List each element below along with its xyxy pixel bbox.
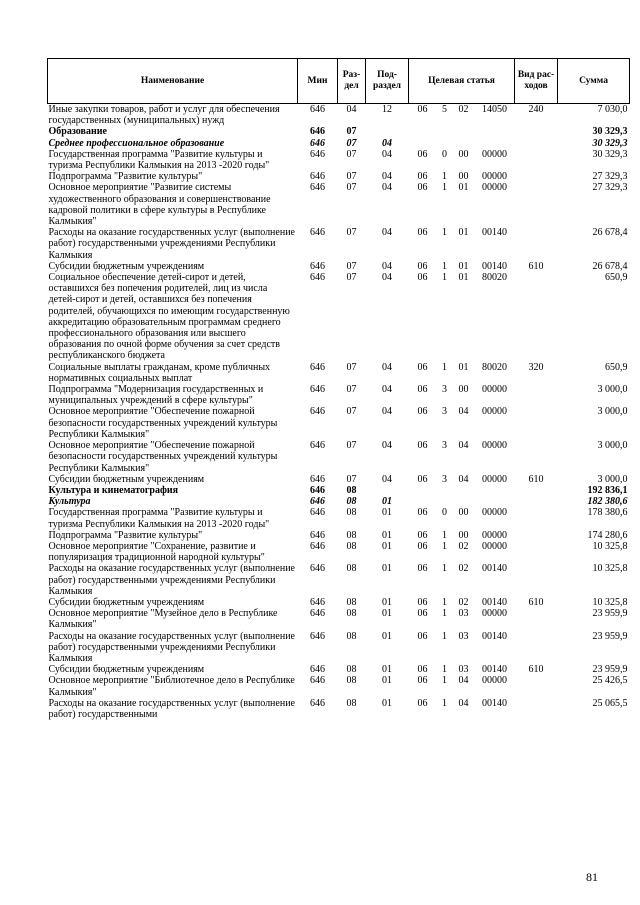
cell-sum: 10 325,8: [592, 596, 628, 608]
cell-p4: 00000: [482, 540, 507, 552]
cell-min: 646: [310, 473, 325, 485]
table-row: [48, 485, 630, 496]
cell-p3: 01: [458, 182, 469, 194]
cell-p4: [475, 138, 515, 149]
cell-vid: [515, 675, 558, 697]
table-row: [48, 563, 630, 597]
table-row: [48, 474, 630, 485]
table-row: [48, 698, 630, 720]
cell-name: Культура и кинематография: [48, 484, 179, 496]
cell-p4: 00140: [482, 260, 507, 272]
cell-sum: 178 380,6: [587, 507, 628, 519]
cell-min: 646: [310, 697, 325, 709]
cell-vid: [515, 149, 558, 171]
cell-name: Среднее профессиональное образование: [48, 137, 225, 149]
cell-pr: 04: [382, 148, 392, 160]
table-row: [48, 272, 630, 362]
cell-sum: 174 280,6: [587, 529, 628, 541]
cell-p3: 00: [458, 529, 469, 541]
cell-vid: [515, 496, 558, 507]
cell-p1: [409, 138, 437, 149]
cell-p1: 06: [417, 664, 428, 676]
cell-name: Подпрограмма "Модернизация государственных и муниципальных учреждений в сфере культуры": [48, 384, 264, 407]
cell-p1: 06: [417, 596, 428, 608]
cell-rz: 07: [346, 260, 357, 272]
cell-p3: 00: [458, 148, 469, 160]
budget-table: [47, 58, 630, 720]
cell-p3: 02: [458, 540, 469, 552]
cell-p3: 01: [458, 361, 469, 373]
table-row: [48, 171, 630, 182]
cell-p2: 1: [442, 227, 447, 239]
cell-name: Расходы на оказание государственных услуг (выполнение работ) государственными учреждениями Республики Калмыкия: [48, 630, 295, 664]
cell-p3: 04: [458, 697, 469, 709]
cell-sum: 182 380,6: [587, 496, 628, 508]
table-row: [48, 227, 630, 261]
cell-sum: 650,9: [605, 361, 628, 373]
cell-name: Расходы на оказание государственных услуг (выполнение работ) государственными: [48, 697, 295, 720]
cell-sum: 23 959,9: [592, 608, 628, 620]
cell-pr: 04: [382, 473, 392, 485]
cell-min: 646: [310, 529, 325, 541]
cell-p2: [437, 126, 453, 137]
cell-p1: 06: [417, 630, 428, 642]
cell-min: 646: [310, 227, 325, 239]
table-row: [48, 182, 630, 227]
cell-pr: 04: [382, 272, 392, 284]
cell-p1: 06: [417, 440, 428, 452]
cell-p3: 04: [458, 675, 469, 687]
cell-sum: 23 959,9: [592, 664, 628, 676]
cell-rz: 07: [346, 137, 357, 149]
table-row: [48, 261, 630, 272]
cell-pr: 04: [382, 361, 392, 373]
cell-p2: 1: [442, 182, 447, 194]
cell-p3: 03: [458, 630, 469, 642]
cell-p2: 1: [442, 596, 447, 608]
cell-pr: 04: [382, 137, 392, 149]
cell-p1: 06: [417, 384, 428, 396]
cell-rz: 08: [346, 529, 357, 541]
cell-rz: 07: [346, 406, 357, 418]
cell-p3: 02: [458, 596, 469, 608]
cell-p3: 01: [458, 272, 469, 284]
header-vid: Вид рас-ходов: [515, 59, 558, 104]
cell-rz: 08: [346, 540, 357, 552]
cell-name: Государственная программа "Развитие культуры и туризма Республики Калмыкия на 2013 -2020 годы": [48, 148, 270, 172]
cell-p1: 06: [417, 148, 428, 160]
cell-p3: 00: [458, 384, 469, 396]
cell-name: Основное мероприятие "Развитие системы художественного образования и совершенствование кадровой политики в сфере культуры в Республике Калмыкия": [48, 182, 271, 228]
budget-page: [47, 58, 629, 720]
table-body: [48, 104, 630, 721]
cell-rz: 07: [346, 440, 357, 452]
cell-sum: 10 325,8: [592, 563, 628, 575]
cell-vid: [515, 541, 558, 563]
cell-vid: [515, 138, 558, 149]
cell-p1: 06: [417, 563, 428, 575]
cell-vid: 240: [528, 104, 544, 115]
cell-sum: 26 678,4: [592, 260, 628, 272]
cell-name: Иные закупки товаров, работ и услуг для обеспечения государственных (муниципальных) нужд: [48, 104, 280, 127]
cell-sum: 3 000,0: [597, 473, 628, 485]
cell-p1: 06: [417, 104, 428, 115]
cell-rz: 07: [346, 473, 357, 485]
header-min: Мин: [298, 59, 338, 104]
cell-p3: 04: [458, 440, 469, 452]
cell-p2: 1: [442, 260, 447, 272]
cell-pr: 01: [382, 529, 392, 541]
cell-vid: [515, 530, 558, 541]
cell-p2: 1: [442, 630, 447, 642]
cell-pr: 01: [382, 596, 392, 608]
cell-rz: 08: [346, 507, 357, 519]
cell-vid: [515, 440, 558, 474]
table-row: [48, 149, 630, 171]
table-row: [48, 530, 630, 541]
cell-rz: 08: [346, 608, 357, 620]
cell-p2: 0: [442, 148, 447, 160]
cell-p3: [453, 485, 475, 496]
cell-p4: 00000: [482, 608, 507, 620]
cell-p4: 00000: [482, 406, 507, 418]
cell-sum: 3 000,0: [597, 440, 628, 452]
table-row: [48, 126, 630, 137]
header-podrazdel: Под-раздел: [366, 59, 409, 104]
cell-sum: 192 836,1: [587, 484, 628, 496]
cell-min: 646: [310, 664, 325, 676]
cell-min: 646: [310, 137, 325, 149]
cell-p3: 04: [458, 473, 469, 485]
cell-pr: 01: [382, 496, 392, 508]
cell-min: 646: [310, 104, 325, 115]
cell-vid: [515, 384, 558, 406]
cell-pr: 04: [382, 171, 392, 183]
cell-p4: 80020: [482, 361, 507, 373]
cell-p2: 1: [442, 608, 447, 620]
cell-rz: 07: [346, 148, 357, 160]
header-target: Целевая статья: [409, 59, 515, 104]
cell-p2: [437, 496, 453, 507]
cell-p1: 06: [417, 227, 428, 239]
cell-vid: [515, 227, 558, 261]
cell-min: 646: [310, 126, 325, 138]
cell-min: 646: [310, 361, 325, 373]
table-row: [48, 597, 630, 608]
cell-vid: [515, 126, 558, 137]
table-row: [48, 496, 630, 507]
cell-min: 646: [310, 608, 325, 620]
cell-vid: [515, 485, 558, 496]
cell-p4: 00140: [482, 697, 507, 709]
cell-p4: 00000: [482, 182, 507, 194]
table-row: [48, 675, 630, 697]
cell-p4: 14050: [482, 104, 507, 115]
cell-name: Субсидии бюджетным учреждениям: [48, 473, 205, 485]
cell-pr: 01: [382, 608, 392, 620]
cell-name: Подпрограмма "Развитие культуры": [48, 529, 203, 541]
cell-rz: 08: [346, 675, 357, 687]
cell-p3: [453, 126, 475, 137]
cell-p4: [475, 126, 515, 137]
table-row: [48, 631, 630, 665]
cell-vid: [515, 406, 558, 440]
cell-rz: 08: [346, 484, 357, 496]
cell-p2: [437, 485, 453, 496]
table-row: [48, 138, 630, 149]
cell-p3: 01: [458, 227, 469, 239]
cell-vid: [515, 507, 558, 529]
cell-p4: [475, 496, 515, 507]
cell-p2: 1: [442, 664, 447, 676]
cell-p1: 06: [417, 540, 428, 552]
table-header: [48, 59, 630, 104]
cell-min: 646: [310, 507, 325, 519]
cell-name: Культура: [48, 496, 91, 508]
header-razdel: Раз-дел: [338, 59, 366, 104]
table-row: [48, 608, 630, 630]
cell-pr: 04: [382, 260, 392, 272]
cell-pr: [366, 485, 409, 496]
cell-pr: 04: [382, 182, 392, 194]
table-row: [48, 664, 630, 675]
cell-p4: 00000: [482, 473, 507, 485]
cell-p2: 1: [442, 361, 447, 373]
cell-p2: 1: [442, 563, 447, 575]
cell-p1: 06: [417, 473, 428, 485]
cell-sum: 3 000,0: [597, 406, 628, 418]
cell-p1: [409, 126, 437, 137]
cell-pr: 01: [382, 675, 392, 687]
cell-min: 646: [310, 272, 325, 284]
cell-name: Основное мероприятие "Сохранение, развитие и популяризация традиционной народной культуры": [48, 540, 265, 564]
cell-pr: 01: [382, 697, 392, 709]
cell-p3: 03: [458, 608, 469, 620]
cell-sum: 25 065,5: [592, 697, 628, 709]
cell-p4: 80020: [482, 272, 507, 284]
cell-vid: [515, 272, 558, 362]
cell-pr: 12: [382, 104, 392, 115]
cell-min: 646: [310, 563, 325, 575]
cell-vid: [515, 171, 558, 182]
cell-min: 646: [310, 540, 325, 552]
cell-p4: 00140: [482, 563, 507, 575]
cell-p4: 00140: [482, 664, 507, 676]
cell-name: Основное мероприятие "Обеспечение пожарной безопасности государственных учреждений культуры Республики Калмыкия": [48, 406, 278, 440]
cell-p1: 06: [417, 675, 428, 687]
cell-rz: 08: [346, 496, 357, 508]
cell-rz: 08: [346, 630, 357, 642]
cell-p4: 00140: [482, 630, 507, 642]
table-row: [48, 104, 630, 127]
cell-rz: 07: [346, 227, 357, 239]
cell-name: Государственная программа "Развитие культуры и туризма Республики Калмыкия на 2013 -2020 годы": [48, 507, 270, 530]
cell-pr: 01: [382, 630, 392, 642]
cell-p1: 06: [417, 272, 428, 284]
cell-p4: 00140: [482, 227, 507, 239]
cell-rz: 07: [346, 361, 357, 373]
cell-p4: 00000: [482, 675, 507, 687]
table-row: [48, 541, 630, 563]
cell-min: 646: [310, 148, 325, 160]
cell-p2: 1: [442, 272, 447, 284]
cell-p3: 02: [458, 563, 469, 575]
table-row: [48, 384, 630, 406]
cell-name: Основное мероприятие "Библиотечное дело в Республике Калмыкия": [48, 675, 295, 698]
cell-name: Социальное обеспечение детей-сирот и детей, оставшихся без попечения родителей, лиц из числа детей-сирот и детей, оставшихся без попечения родителей, обучающихся по имеющим государственную аккредитацию образовательным программам среднего профессионального образования или высшего образования по очной форме обучения за счет средств республиканского бюджета: [48, 272, 290, 362]
header-name: Наименование: [48, 59, 298, 104]
cell-rz: 07: [346, 126, 357, 138]
cell-name: Подпрограмма "Развитие культуры": [48, 171, 203, 183]
cell-rz: 07: [346, 272, 357, 284]
cell-p1: 06: [417, 507, 428, 519]
cell-p3: 00: [458, 171, 469, 183]
cell-rz: 07: [346, 171, 357, 183]
cell-p1: [409, 496, 437, 507]
cell-vid: [515, 608, 558, 630]
cell-p2: 3: [442, 473, 447, 485]
cell-p3: [453, 138, 475, 149]
table-row: [48, 507, 630, 529]
cell-sum: 10 325,8: [592, 540, 628, 552]
cell-rz: 08: [346, 563, 357, 575]
cell-rz: 08: [346, 664, 357, 676]
cell-rz: 08: [346, 697, 357, 709]
cell-p3: 02: [458, 104, 469, 115]
cell-min: 646: [310, 484, 325, 496]
cell-pr: 01: [382, 507, 392, 519]
cell-p2: 3: [442, 440, 447, 452]
cell-vid: [515, 698, 558, 720]
cell-vid: [515, 563, 558, 597]
cell-name: Расходы на оказание государственных услуг (выполнение работ) государственными учреждениями Республики Калмыкия: [48, 227, 295, 261]
cell-p2: 1: [442, 697, 447, 709]
cell-p3: 01: [458, 260, 469, 272]
cell-p2: 5: [442, 104, 447, 115]
cell-name: Основное мероприятие "Музейное дело в Республике Калмыкия": [48, 608, 278, 631]
cell-p3: 04: [458, 406, 469, 418]
cell-rz: 08: [346, 596, 357, 608]
cell-sum: 30 329,3: [592, 148, 628, 160]
cell-p2: 1: [442, 171, 447, 183]
cell-pr: 01: [382, 563, 392, 575]
cell-min: 646: [310, 182, 325, 194]
cell-p1: 06: [417, 260, 428, 272]
cell-sum: 650,9: [605, 272, 628, 284]
cell-min: 646: [310, 260, 325, 272]
cell-sum: 23 959,9: [592, 630, 628, 642]
cell-sum: 25 426,5: [592, 675, 628, 687]
cell-p4: [475, 485, 515, 496]
cell-vid: 610: [528, 473, 544, 485]
cell-p4: 00000: [482, 384, 507, 396]
cell-p4: 00000: [482, 171, 507, 183]
cell-sum: 30 329,3: [592, 137, 628, 149]
cell-pr: [366, 126, 409, 137]
cell-p1: 06: [417, 182, 428, 194]
cell-p3: 03: [458, 664, 469, 676]
table-row: [48, 362, 630, 384]
cell-p1: 06: [417, 171, 428, 183]
cell-vid: 610: [528, 664, 544, 676]
cell-p2: 1: [442, 529, 447, 541]
cell-p1: 06: [417, 529, 428, 541]
cell-p4: 00140: [482, 596, 507, 608]
cell-sum: 3 000,0: [597, 384, 628, 396]
cell-vid: 320: [528, 361, 544, 373]
cell-p2: [437, 138, 453, 149]
cell-p2: 0: [442, 507, 447, 519]
cell-vid: [515, 631, 558, 665]
cell-sum: 7 030,0: [597, 104, 628, 115]
cell-pr: 01: [382, 540, 392, 552]
cell-p2: 3: [442, 384, 447, 396]
cell-name: Образование: [48, 126, 107, 138]
cell-min: 646: [310, 496, 325, 508]
cell-p4: 00000: [482, 148, 507, 160]
cell-vid: [515, 182, 558, 227]
cell-name: Социальные выплаты гражданам, кроме публичных нормативных социальных выплат: [48, 361, 271, 384]
cell-p3: 00: [458, 507, 469, 519]
cell-min: 646: [310, 171, 325, 183]
cell-p2: 3: [442, 406, 447, 418]
cell-sum: 30 329,3: [592, 126, 628, 138]
cell-min: 646: [310, 440, 325, 452]
cell-pr: 04: [382, 406, 392, 418]
cell-p2: 1: [442, 675, 447, 687]
cell-name: Основное мероприятие "Обеспечение пожарной безопасности государственных учреждений культуры Республики Калмыкия": [48, 440, 278, 474]
cell-p4: 00000: [482, 529, 507, 541]
cell-sum: 26 678,4: [592, 227, 628, 239]
cell-min: 646: [310, 675, 325, 687]
table-row: [48, 406, 630, 440]
cell-min: 646: [310, 596, 325, 608]
cell-p1: 06: [417, 608, 428, 620]
cell-min: 646: [310, 384, 325, 396]
cell-p2: 1: [442, 540, 447, 552]
cell-p3: [453, 496, 475, 507]
cell-pr: 04: [382, 384, 392, 396]
cell-vid: 610: [528, 260, 544, 272]
cell-name: Расходы на оказание государственных услуг (выполнение работ) государственными учреждениями Республики Калмыкия: [48, 563, 295, 597]
cell-p4: 00000: [482, 507, 507, 519]
cell-min: 646: [310, 630, 325, 642]
page-number: 81: [586, 870, 598, 884]
cell-vid: 610: [528, 596, 544, 608]
cell-name: Субсидии бюджетным учреждениям: [48, 260, 205, 272]
cell-sum: 27 329,3: [592, 171, 628, 183]
cell-p1: 06: [417, 361, 428, 373]
header-sum: Сумма: [558, 59, 630, 104]
cell-p1: [409, 485, 437, 496]
cell-min: 646: [310, 406, 325, 418]
cell-p1: 06: [417, 406, 428, 418]
cell-p4: 00000: [482, 440, 507, 452]
cell-pr: 01: [382, 664, 392, 676]
cell-sum: 27 329,3: [592, 182, 628, 194]
cell-pr: 04: [382, 227, 392, 239]
table-row: [48, 440, 630, 474]
cell-name: Субсидии бюджетным учреждениям: [48, 664, 205, 676]
cell-rz: 04: [346, 104, 357, 115]
cell-rz: 07: [346, 384, 357, 396]
cell-rz: 07: [346, 182, 357, 194]
cell-p1: 06: [417, 697, 428, 709]
cell-name: Субсидии бюджетным учреждениям: [48, 596, 205, 608]
cell-pr: 04: [382, 440, 392, 452]
